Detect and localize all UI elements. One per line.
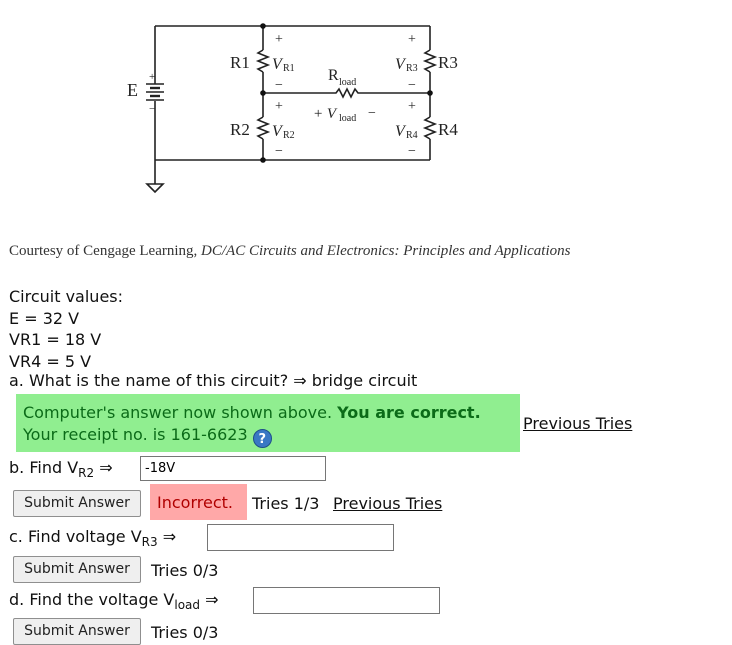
vr3-plus: + [408, 32, 416, 47]
submit-button-b[interactable]: Submit Answer [13, 490, 141, 517]
battery-plus: + [149, 71, 156, 83]
question-d-sub: load [174, 598, 201, 612]
vload-minus: − [368, 106, 376, 121]
vr2-plus: + [275, 99, 283, 114]
label-vr1-sub: R1 [283, 63, 295, 74]
help-icon[interactable]: ? [253, 429, 272, 448]
tries-count-d: Tries 0/3 [151, 623, 219, 642]
junction-dot [427, 90, 433, 96]
label-r4: R4 [438, 120, 458, 139]
feedback-line-1 [23, 402, 520, 424]
resistor-r3 [425, 50, 435, 72]
arrow-icon: ⇒ [293, 371, 307, 390]
resistor-rload [263, 89, 430, 97]
label-vload: + V [313, 106, 337, 122]
question-d-text: d. Find the voltage V [9, 590, 175, 609]
caption-book-title: DC/AC Circuits and Electronics: Principles and Applications [201, 243, 571, 259]
junction-dot [260, 23, 266, 29]
label-r2: R2 [230, 120, 250, 139]
label-vload-sub: load [339, 113, 357, 124]
vr2-minus: − [275, 144, 283, 159]
incorrect-badge: Incorrect. [150, 484, 247, 520]
arrow-icon: ⇒ [99, 458, 113, 477]
feedback-correct: You are correct. [337, 403, 481, 422]
feedback-message: Computer's answer now shown above. [23, 403, 338, 422]
junction-dot [260, 90, 266, 96]
values-heading: Circuit values: [9, 287, 124, 306]
question-a [9, 371, 417, 390]
question-c-sub: R3 [141, 535, 158, 549]
vr3-minus: − [408, 78, 416, 93]
question-a-label: a. What is the name of this circuit? [9, 371, 289, 390]
label-vr4-sub: R4 [406, 130, 418, 141]
answer-input-b[interactable] [140, 456, 326, 481]
label-vr1: V [272, 56, 282, 73]
circuit-diagram [110, 14, 470, 204]
resistor-r2 [258, 117, 268, 139]
value-vr1: VR1 = 18 V [9, 330, 102, 349]
ground-symbol [147, 184, 163, 192]
label-r1: R1 [230, 53, 250, 72]
label-vr2-sub: R2 [283, 130, 295, 141]
question-a-answer: bridge circuit [311, 371, 418, 390]
caption-prefix: Courtesy of Cengage Learning, [9, 243, 202, 259]
vr1-plus: + [275, 32, 283, 47]
label-rload: R [328, 67, 339, 84]
correct-feedback [16, 394, 520, 452]
tries-count-c: Tries 0/3 [151, 561, 219, 580]
arrow-icon: ⇒ [205, 590, 219, 609]
question-b-text: b. Find V [9, 458, 79, 477]
question-c-label [9, 527, 176, 549]
receipt-text: Your receipt no. is 161-6623 [23, 425, 248, 444]
answer-input-d[interactable] [253, 587, 440, 614]
tries-count-b: Tries 1/3 [252, 494, 320, 513]
resistor-r4 [425, 117, 435, 139]
junction-dot [260, 157, 266, 163]
arrow-icon: ⇒ [162, 527, 177, 546]
vr4-plus: + [408, 99, 416, 114]
answer-input-c[interactable] [207, 524, 394, 551]
circuit-values [9, 286, 123, 372]
resistor-r1 [258, 50, 268, 72]
label-vr3-sub: R3 [406, 63, 418, 74]
value-vr4: VR4 = 5 V [9, 351, 92, 371]
question-c-text: c. Find voltage V [9, 527, 142, 546]
label-r3: R3 [438, 53, 458, 72]
vr4-minus: − [408, 144, 416, 159]
feedback-line-2 [23, 424, 520, 448]
bridge-circuit-svg [110, 14, 470, 204]
value-e: E = 32 V [9, 308, 80, 328]
submit-button-d[interactable]: Submit Answer [13, 618, 141, 645]
figure-caption [9, 243, 709, 260]
previous-tries-link-a[interactable]: Previous Tries [523, 414, 633, 433]
label-e: E [127, 80, 138, 100]
submit-button-c[interactable]: Submit Answer [13, 556, 141, 583]
battery-symbol [146, 84, 164, 100]
previous-tries-link-b[interactable]: Previous Tries [333, 494, 443, 513]
question-d-label [9, 590, 219, 612]
vr1-minus: − [275, 78, 283, 93]
label-vr2: V [272, 123, 282, 140]
label-vr3: V [395, 56, 405, 73]
battery-minus: − [149, 103, 156, 115]
label-rload-sub: load [339, 77, 357, 88]
question-b-label [9, 458, 113, 480]
question-b-sub: R2 [78, 466, 95, 480]
label-vr4: V [395, 123, 405, 140]
